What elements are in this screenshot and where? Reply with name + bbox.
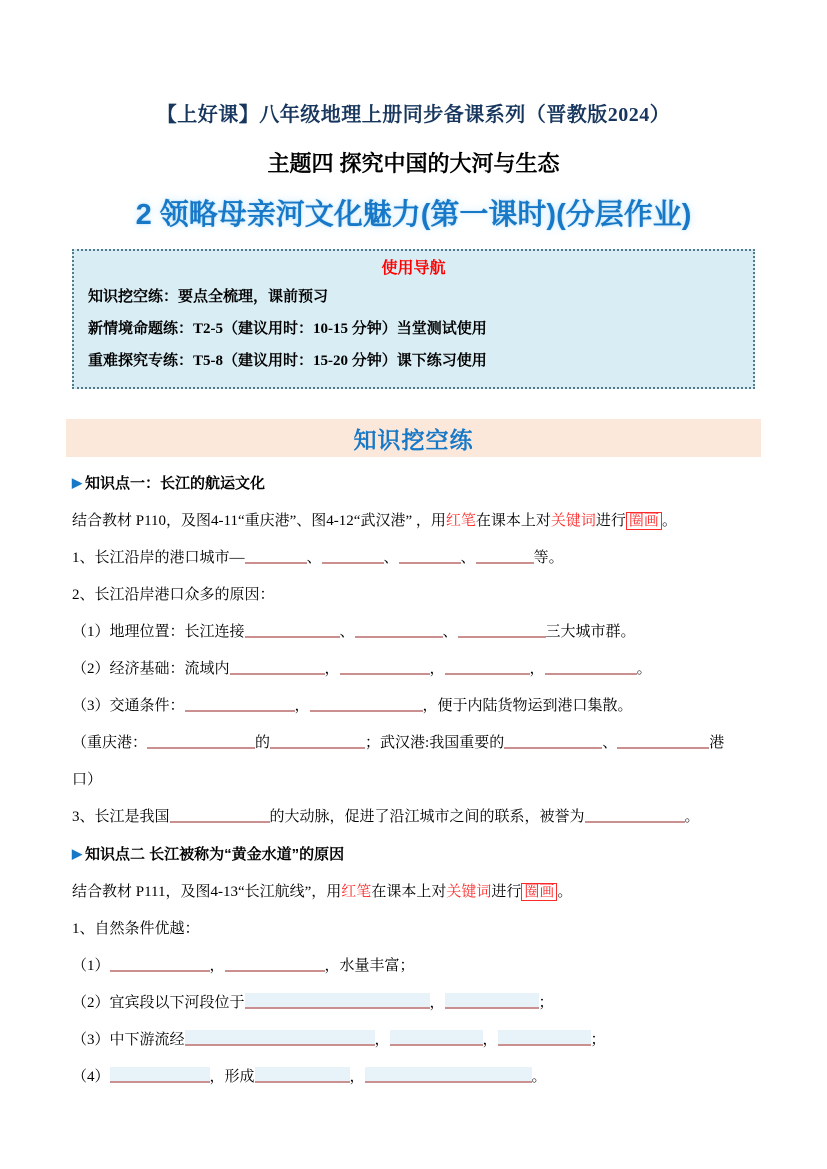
text-run: 知识点二 长江被称为“黄金水道”的原因	[85, 846, 345, 863]
worksheet-line	[72, 732, 755, 754]
blank-fill-field	[355, 622, 443, 638]
text-run: 等。	[533, 550, 564, 566]
section-header-label: 知识挖空练	[353, 426, 474, 453]
text-run: 进行	[491, 884, 522, 900]
text-run: 。	[636, 661, 652, 677]
red-keyword: 圈画	[626, 512, 662, 530]
blank-fill-field	[270, 733, 365, 749]
text-run: （重庆港：	[72, 735, 148, 751]
text-run: ；	[538, 995, 554, 1011]
blank-fill-field	[545, 659, 637, 675]
knowledge-point-heading	[72, 843, 755, 866]
worksheet-line	[72, 992, 755, 1014]
text-run: ，	[529, 661, 545, 677]
text-run: 、	[306, 550, 322, 566]
red-keyword: 红笔	[341, 884, 372, 900]
usage-guide-item: 知识挖空练：要点全梳理，课前预习	[88, 289, 329, 305]
text-run: 知识点一：长江的航运文化	[85, 475, 266, 492]
text-run: 1、自然条件优越：	[72, 921, 200, 937]
worksheet-line	[72, 547, 755, 569]
text-run: ，便于内陆货物运到港口集散。	[422, 698, 633, 714]
text-run: ，	[429, 995, 445, 1011]
text-run: 的	[255, 735, 271, 751]
text-run: 在课本上对	[371, 884, 447, 900]
blank-fill-field	[245, 993, 430, 1009]
blank-fill-field	[225, 956, 325, 972]
blank-fill-field	[504, 733, 602, 749]
text-run: 、	[383, 550, 399, 566]
blank-fill-field	[476, 548, 534, 564]
lesson-title: 2 领略母亲河文化魅力(第一课时)(分层作业)	[135, 199, 692, 231]
blank-fill-field	[110, 956, 210, 972]
text-run: ，	[374, 1032, 390, 1048]
blank-fill-field	[230, 659, 325, 675]
text-run: 、	[339, 624, 355, 640]
worksheet-line	[72, 584, 755, 606]
red-keyword: 关键词	[446, 884, 492, 900]
text-run: 口）	[72, 772, 103, 788]
worksheet-line	[72, 1066, 755, 1088]
text-run: （3）交通条件：	[72, 698, 185, 714]
text-run: 的大动脉，促进了沿江城市之间的联系，被誉为	[269, 809, 585, 825]
worksheet-line	[72, 695, 755, 717]
triangle-bullet-icon: ▶	[72, 846, 82, 861]
worksheet-line	[72, 658, 755, 680]
text-run: ，	[349, 1069, 365, 1085]
red-keyword: 关键词	[550, 513, 596, 529]
blank-fill-field	[445, 659, 530, 675]
text-run: 。	[557, 884, 573, 900]
text-run: （2）经济基础：流域内	[72, 661, 230, 677]
blank-fill-field	[390, 1030, 483, 1046]
blank-fill-field	[310, 696, 423, 712]
text-run: ，形成	[209, 1069, 255, 1085]
worksheet-line	[72, 769, 755, 791]
blank-fill-field	[585, 807, 685, 823]
text-run: ，	[482, 1032, 498, 1048]
blank-fill-field	[617, 733, 709, 749]
text-run: ，	[209, 958, 225, 974]
text-run: 。	[684, 809, 700, 825]
red-keyword: 红笔	[445, 513, 476, 529]
text-run: （1）	[72, 958, 110, 974]
blank-fill-field	[245, 548, 307, 564]
text-run: 结合教材 P111，及图4-13“长江航线”，用	[72, 884, 342, 900]
blank-fill-field	[245, 622, 340, 638]
text-run: ；武汉港:我国重要的	[365, 735, 505, 751]
blank-fill-field	[185, 696, 295, 712]
triangle-bullet-icon: ▶	[72, 475, 82, 490]
section-header-bar	[66, 419, 761, 457]
blank-fill-field	[185, 1030, 375, 1046]
text-run: 、	[442, 624, 458, 640]
text-run: ，	[294, 698, 310, 714]
blank-fill-field	[498, 1030, 591, 1046]
blank-fill-field	[445, 993, 539, 1009]
blank-fill-field	[458, 622, 546, 638]
text-run: 在课本上对	[475, 513, 551, 529]
text-run: ；	[590, 1032, 606, 1048]
blank-fill-field	[322, 548, 384, 564]
usage-guide-title: 使用导航	[381, 260, 446, 277]
text-run: ，	[324, 661, 340, 677]
text-run: 。	[531, 1069, 547, 1085]
worksheet-line	[72, 881, 755, 903]
text-run: 结合教材 P110，及图4-11“重庆港”、图4-12“武汉港” ，用	[72, 513, 446, 529]
blank-fill-field	[147, 733, 255, 749]
blank-fill-field	[170, 807, 270, 823]
unit-title: 主题四 探究中国的大河与生态	[267, 151, 560, 176]
worksheet-line	[72, 510, 755, 532]
blank-fill-field	[255, 1067, 350, 1083]
text-run: （3）中下游流经	[72, 1032, 185, 1048]
blank-fill-field	[110, 1067, 210, 1083]
text-run: ，	[429, 661, 445, 677]
text-run: 三大城市群。	[545, 624, 636, 640]
worksheet-line	[72, 955, 755, 977]
usage-guide-item: 重难探究专练：T5-8（建议用时：15-20 分钟）课下练习使用	[88, 353, 487, 369]
knowledge-point-heading	[72, 472, 755, 495]
worksheet-line	[72, 806, 755, 828]
text-run: （1）地理位置：长江连接	[72, 624, 245, 640]
worksheet-lines	[72, 472, 755, 1088]
text-run: 进行	[595, 513, 626, 529]
blank-fill-field	[399, 548, 461, 564]
red-keyword: 圈画	[521, 883, 557, 901]
usage-guide-item: 新情境命题练：T2-5（建议用时：10-15 分钟）当堂测试使用	[88, 321, 487, 337]
text-run: （2）宜宾段以下河段位于	[72, 995, 245, 1011]
text-run: 、	[460, 550, 476, 566]
worksheet-line	[72, 1029, 755, 1051]
blank-fill-field	[340, 659, 430, 675]
text-run: 港	[709, 735, 725, 751]
worksheet-line	[72, 918, 755, 940]
usage-guide-box	[72, 249, 755, 389]
text-run: 2、长江沿岸港口众多的原因：	[72, 587, 275, 603]
text-run: 。	[661, 513, 677, 529]
worksheet-line	[72, 621, 755, 643]
blank-fill-field	[365, 1067, 532, 1083]
text-run: 1、长江沿岸的港口城市—	[72, 550, 245, 566]
text-run: ，水量丰富；	[324, 958, 415, 974]
text-run: 、	[602, 735, 618, 751]
text-run: （4）	[72, 1069, 110, 1085]
series-title: 【上好课】八年级地理上册同步备课系列（晋教版2024）	[156, 104, 671, 126]
text-run: 3、长江是我国	[72, 809, 170, 825]
